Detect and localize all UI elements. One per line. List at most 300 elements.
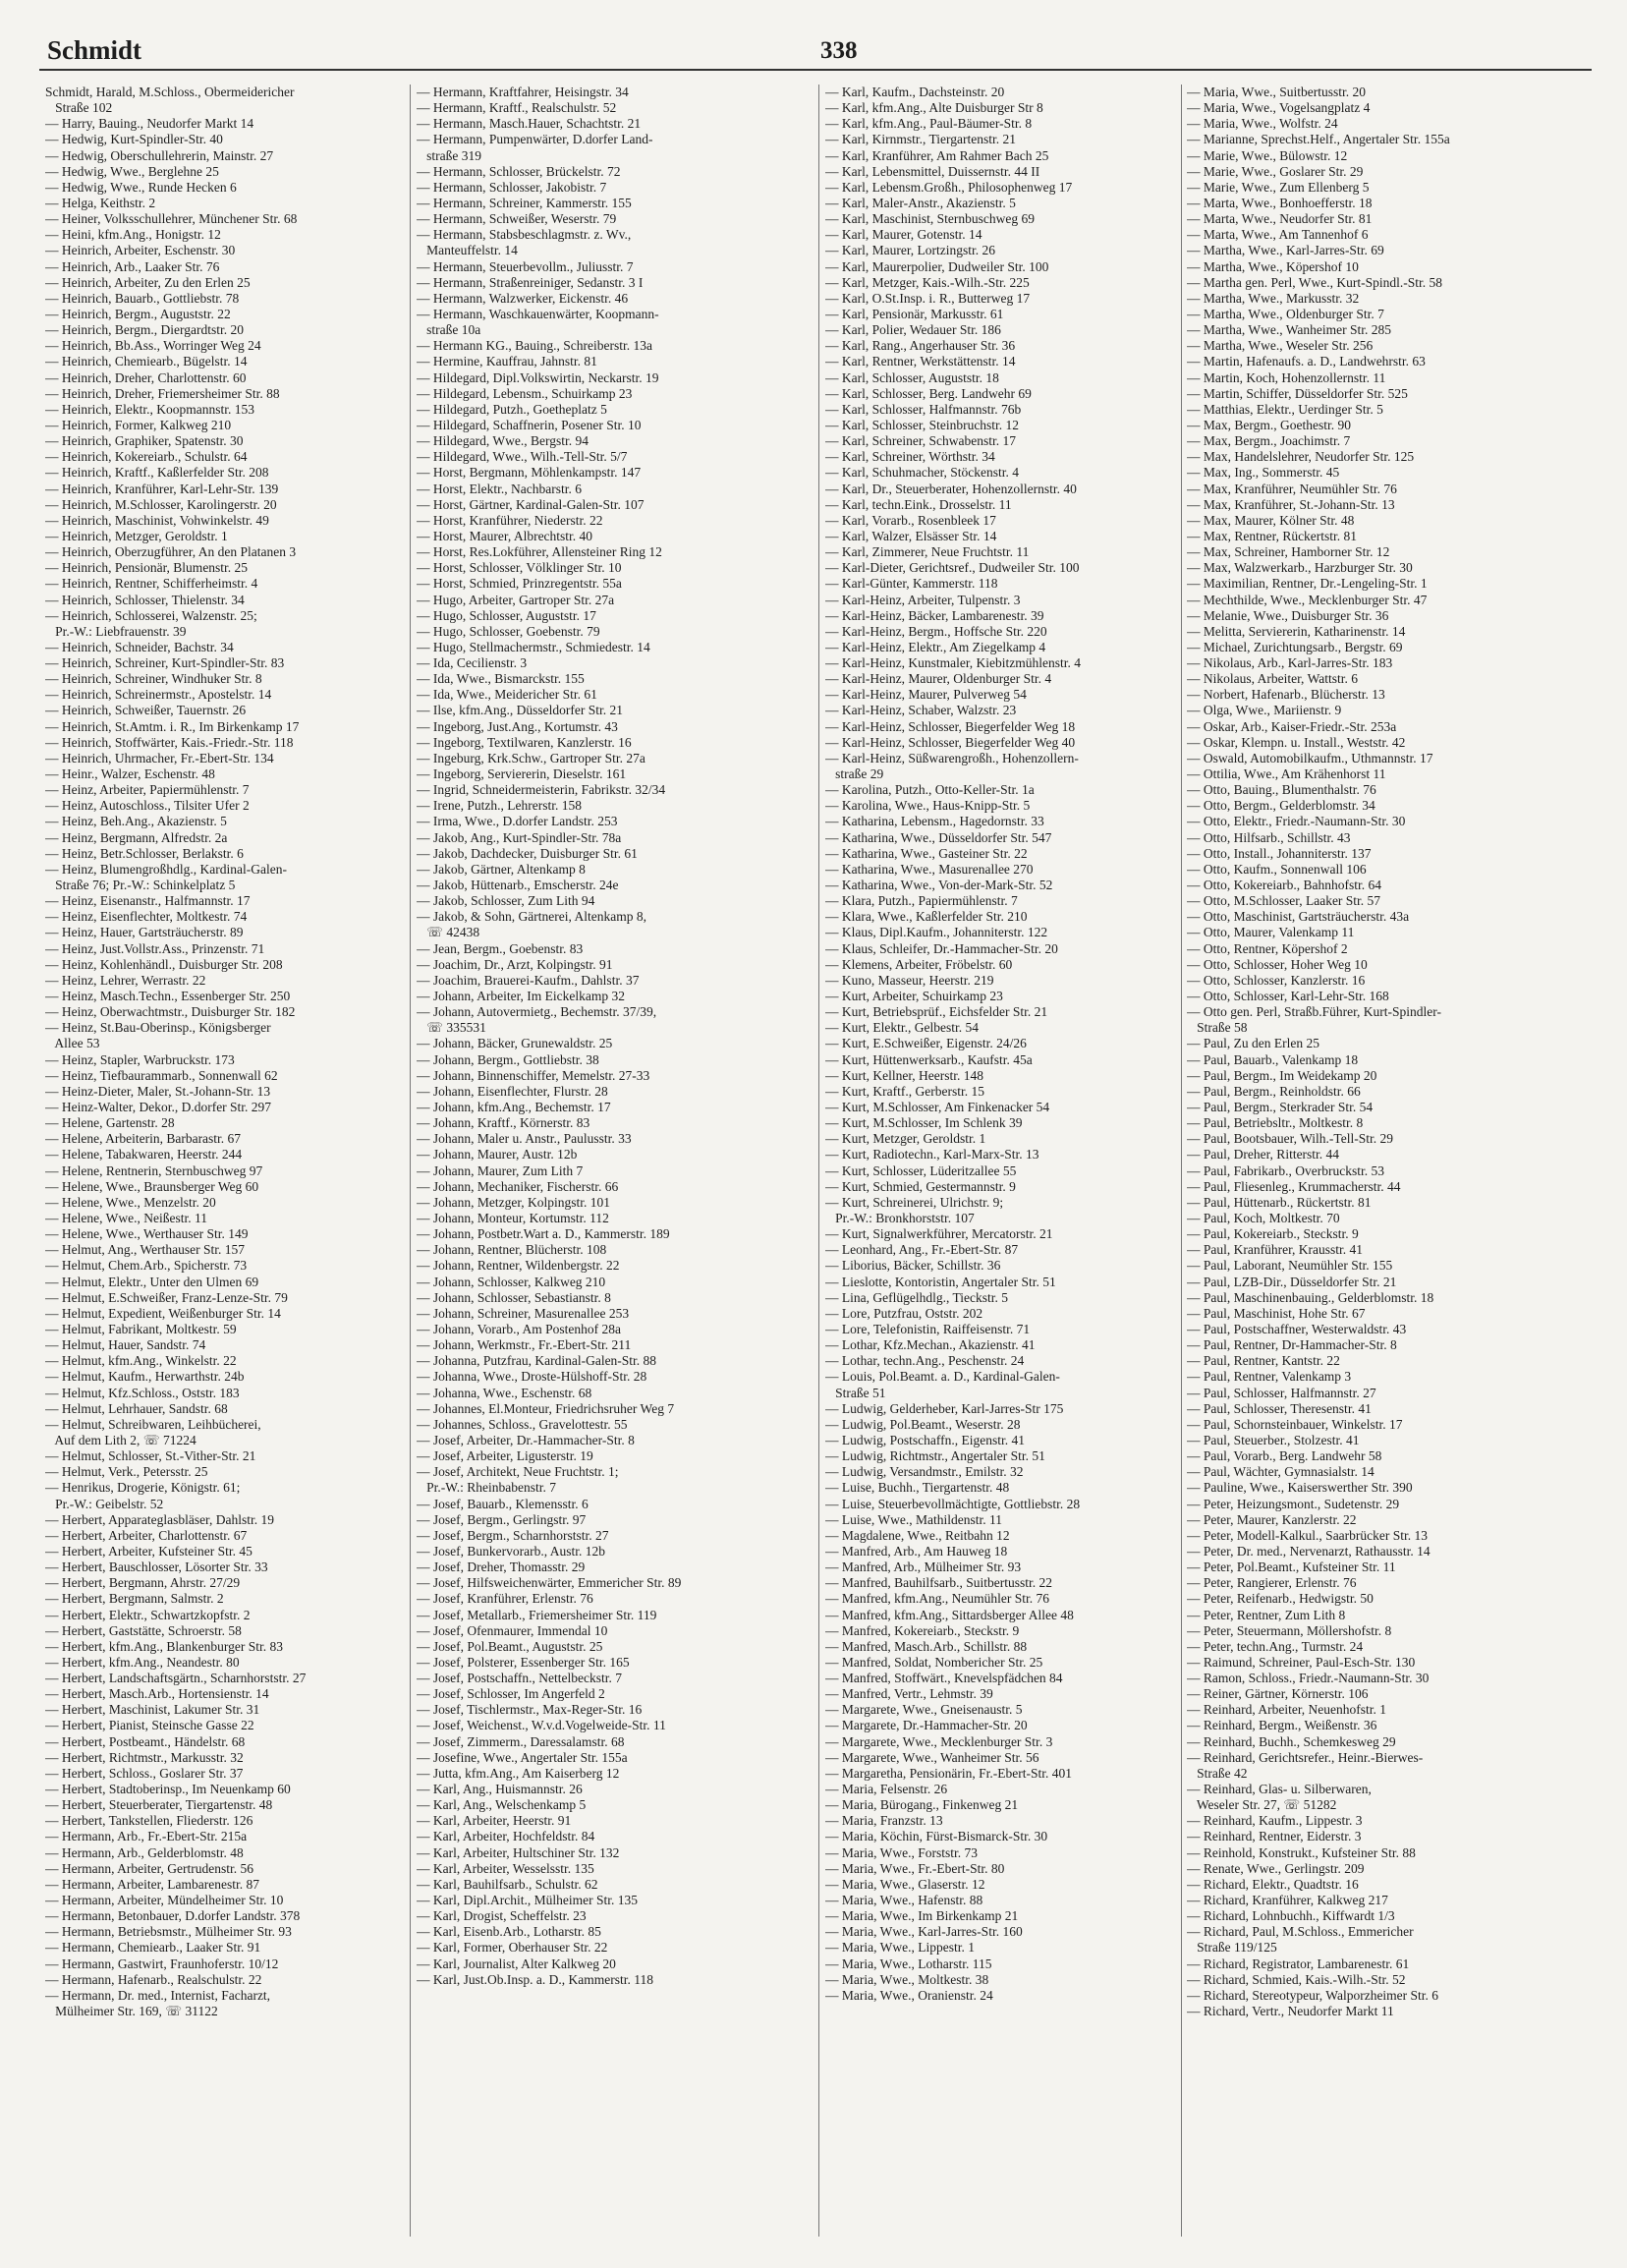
directory-entry-line: — Karl, Pensionär, Markusstr. 61 (825, 306, 1004, 321)
directory-entry-line: — Heinrich, Schreinermstr., Apostelstr. 14 (45, 687, 272, 703)
directory-entry-line: — Karolina, Wwe., Haus-Knipp-Str. 5 (825, 798, 1031, 814)
directory-entry-line: Auf dem Lith 2, ☏ 71224 (45, 1432, 196, 1447)
directory-entry-line: — Hildegard, Wwe., Bergstr. 94 (417, 433, 589, 449)
directory-entry-line: — Maria, Wwe., Glaserstr. 12 (825, 1876, 985, 1892)
directory-entry-line: — Martin, Hafenaufs. a. D., Landwehrstr. 63 (1187, 354, 1426, 369)
directory-entry-line: — Herbert, Arbeiter, Kufsteiner Str. 45 (45, 1543, 252, 1559)
directory-entry-line: — Horst, Gärtner, Kardinal-Galen-Str. 107 (417, 496, 645, 512)
directory-entry-line: — Max, Bergm., Goethestr. 90 (1187, 417, 1351, 432)
directory-entry-line: — Karl, Polier, Wedauer Str. 186 (825, 322, 1001, 338)
directory-entry-line: — Hermann, Schlosser, Brückelstr. 72 (417, 163, 621, 179)
directory-entry-line: — Heinz, Masch.Techn., Essenberger Str. 250 (45, 989, 291, 1004)
directory-entry-line: — Manfred, Arb., Mülheimer Str. 93 (825, 1559, 1022, 1575)
directory-entry-line: — Reinhard, Glas- u. Silberwaren, (1187, 1782, 1372, 1797)
directory-entry-line: — Karolina, Putzh., Otto-Keller-Str. 1a (825, 782, 1035, 798)
directory-entry-line: — Heinz, Arbeiter, Papiermühlenstr. 7 (45, 782, 250, 798)
directory-entry-line: — Heinz, Eisenanstr., Halfmannstr. 17 (45, 893, 251, 909)
directory-entry-line: — Richard, Schmied, Kais.-Wilh.-Str. 52 (1187, 1971, 1406, 1987)
directory-entry-line: — Ilse, kfm.Ang., Düsseldorfer Str. 21 (417, 703, 623, 718)
directory-entry-line: — Kurt, Hüttenwerksarb., Kaufstr. 45a (825, 1051, 1033, 1067)
directory-entry-line: — Karl, Ang., Welschenkamp 5 (417, 1797, 587, 1813)
directory-entry-line: — Katharina, Wwe., Düsseldorfer Str. 547 (825, 829, 1052, 845)
directory-entry-line: — Hermann, Schreiner, Kammerstr. 155 (417, 195, 632, 210)
directory-entry-line: — Marianne, Sprechst.Helf., Angertaler Str. 155a (1187, 132, 1450, 147)
directory-entry-line: — Karl, Just.Ob.Insp. a. D., Kammerstr. 118 (417, 1971, 653, 1987)
directory-entry-line: — Karl, kfm.Ang., Alte Duisburger Str 8 (825, 100, 1043, 116)
directory-entry-line: — Max, Kranführer, Neumühler Str. 76 (1187, 481, 1397, 496)
directory-entry-line: — Karl, Kirnmstr., Tiergartenstr. 21 (825, 132, 1016, 147)
directory-entry-line: — Margaretha, Pensionärin, Fr.-Ebert-Str. 401 (825, 1765, 1072, 1781)
directory-entry-line: — Karl, Ang., Huismannstr. 26 (417, 1782, 583, 1797)
directory-entry-line: — Manfred, kfm.Ang., Sittardsberger Allee 48 (825, 1607, 1074, 1622)
directory-entry-line: — Maria, Wwe., Wolfstr. 24 (1187, 116, 1338, 132)
directory-entry-line: — Katharina, Wwe., Gasteiner Str. 22 (825, 845, 1028, 861)
directory-entry-line: — Richard, Kranführer, Kalkweg 217 (1187, 1893, 1388, 1908)
directory-entry-line: — Heinrich, Bergm., Auguststr. 22 (45, 306, 231, 321)
directory-entry-line: — Martha, Wwe., Karl-Jarres-Str. 69 (1187, 243, 1384, 258)
directory-entry-line: — Max, Rentner, Rückertstr. 81 (1187, 528, 1358, 543)
directory-entry-line: — Helmut, Elektr., Unter den Ulmen 69 (45, 1274, 259, 1289)
directory-entry-line: — Karl, Bauhilfsarb., Schulstr. 62 (417, 1876, 598, 1892)
directory-entry-line: — Richard, Vertr., Neudorfer Markt 11 (1187, 2004, 1394, 2019)
directory-entry-line: — Helmut, Lehrhauer, Sandstr. 68 (45, 1400, 228, 1416)
directory-entry-line: — Joachim, Dr., Arzt, Kolpingstr. 91 (417, 956, 613, 972)
directory-entry-line: — Karl, Maurer, Lortzingstr. 26 (825, 243, 996, 258)
directory-entry-line: Weseler Str. 27, ☏ 51282 (1187, 1797, 1337, 1813)
directory-entry-line: — Mechthilde, Wwe., Mecklenburger Str. 47 (1187, 592, 1428, 607)
directory-entry-line: — Karl, Dr., Steuerberater, Hohenzollernstr. 40 (825, 481, 1077, 496)
directory-entry-line: — Helene, Rentnerin, Sternbuschweg 97 (45, 1162, 263, 1178)
directory-entry-line: — Paul, Postschaffner, Westerwaldstr. 43 (1187, 1321, 1407, 1336)
directory-entry-line: — Hugo, Schlosser, Goebenstr. 79 (417, 623, 600, 639)
page-number: 338 (820, 37, 858, 64)
directory-entry-line: — Helene, Wwe., Neißestr. 11 (45, 1210, 207, 1225)
directory-entry-line: — Johann, Schlosser, Sebastianstr. 8 (417, 1289, 611, 1305)
directory-entry-line: — Max, Bergm., Joachimstr. 7 (1187, 433, 1351, 449)
directory-entry-line: — Karl, Vorarb., Rosenbleek 17 (825, 512, 996, 528)
directory-entry-line: — Herbert, Landschaftsgärtn., Scharnhorststr. 27 (45, 1671, 307, 1686)
directory-entry-line: — Margarete, Wwe., Gneisenaustr. 5 (825, 1702, 1023, 1718)
directory-entry-line: — Horst, Bergmann, Möhlenkampstr. 147 (417, 465, 642, 481)
entry-column-1 (45, 85, 417, 2019)
directory-entry-line: — Josef, Arbeiter, Ligusterstr. 19 (417, 1448, 593, 1464)
directory-entry-line: — Herbert, Masch.Arb., Hortensienstr. 14 (45, 1686, 269, 1702)
directory-entry-line: — Jakob, Schlosser, Zum Lith 94 (417, 893, 595, 909)
entry-column-4 (1187, 85, 1590, 2019)
directory-entry-line: — Karl, Lebensmittel, Duissernstr. 44 II (825, 163, 1040, 179)
directory-entry-line: — Oskar, Klempn. u. Install., Weststr. 42 (1187, 734, 1406, 750)
directory-entry-line: — Lothar, Kfz.Mechan., Akazienstr. 41 (825, 1337, 1036, 1353)
directory-entry-line: — Marie, Wwe., Bülowstr. 12 (1187, 147, 1348, 163)
directory-entry-line: — Oskar, Arb., Kaiser-Friedr.-Str. 253a (1187, 718, 1397, 734)
directory-entry-line: — Otto gen. Perl, Straßb.Führer, Kurt-Spindler- (1187, 1004, 1442, 1020)
directory-entry-line: Allee 53 (45, 1036, 100, 1051)
directory-entry-line: — Richard, Elektr., Quadtstr. 16 (1187, 1876, 1359, 1892)
directory-entry-line: — Karl, Arbeiter, Heerstr. 91 (417, 1813, 572, 1829)
directory-entry-line: — Irene, Putzh., Lehrerstr. 158 (417, 798, 582, 814)
directory-entry-line: — Hugo, Stellmachermstr., Schmiedestr. 14 (417, 639, 650, 654)
directory-entry-line: — Karl-Günter, Kammerstr. 118 (825, 576, 998, 592)
directory-entry-line: — Margarete, Dr.-Hammacher-Str. 20 (825, 1718, 1028, 1733)
directory-entry-line: — Heinrich, Dreher, Friemersheimer Str. 88 (45, 385, 280, 401)
directory-entry-line: — Hermann, Arb., Fr.-Ebert-Str. 215a (45, 1829, 248, 1844)
directory-entry-line: — Paul, Kranführer, Krausstr. 41 (1187, 1242, 1364, 1258)
directory-entry-line: — Heinrich, Stoffwärter, Kais.-Friedr.-Str. 118 (45, 734, 294, 750)
directory-entry-line: — Helene, Arbeiterin, Barbarastr. 67 (45, 1131, 242, 1147)
directory-entry-line: straße 319 (417, 147, 481, 163)
directory-entry-line: — Lina, Geflügelhdlg., Tieckstr. 5 (825, 1289, 1008, 1305)
directory-entry-line: — Hildegard, Dipl.Volkswirtin, Neckarstr. 19 (417, 369, 659, 385)
directory-entry-line: — Jakob, Ang., Kurt-Spindler-Str. 78a (417, 829, 622, 845)
directory-entry-line: — Karl, Rang., Angerhauser Str. 36 (825, 338, 1016, 354)
directory-entry-line: — Hermann, Straßenreiniger, Sedanstr. 3 I (417, 274, 644, 290)
directory-entry-line: — Johann, Kraftf., Körnerstr. 83 (417, 1115, 590, 1131)
page-header (39, 33, 1592, 71)
directory-entry-line: — Karl-Heinz, Maurer, Pulverweg 54 (825, 687, 1027, 703)
directory-entry-line: — Manfred, Kokereiarb., Steckstr. 9 (825, 1622, 1020, 1638)
directory-entry-line: — Ida, Cecilienstr. 3 (417, 655, 528, 671)
directory-entry-line: — Karl, Journalist, Alter Kalkweg 20 (417, 1956, 616, 1971)
directory-entry-line: — Paul, LZB-Dir., Düsseldorfer Str. 21 (1187, 1274, 1397, 1289)
directory-entry-line: — Helmut, Kaufm., Herwarthstr. 24b (45, 1369, 245, 1385)
directory-entry-line: — Helene, Wwe., Braunsberger Weg 60 (45, 1178, 259, 1194)
directory-entry-line: — Helmut, Ang., Werthauser Str. 157 (45, 1242, 246, 1258)
directory-entry-line: — Peter, Maurer, Kanzlerstr. 22 (1187, 1511, 1357, 1527)
directory-entry-line: — Peter, Rentner, Zum Lith 8 (1187, 1607, 1346, 1622)
directory-entry-line: — Martha, Wwe., Markusstr. 32 (1187, 290, 1360, 306)
directory-entry-line: — Heinr., Walzer, Eschenstr. 48 (45, 766, 215, 782)
directory-entry-line: — Paul, Bergm., Im Weidekamp 20 (1187, 1067, 1377, 1083)
directory-entry-line: — Raimund, Schreiner, Paul-Esch-Str. 130 (1187, 1654, 1416, 1670)
directory-entry-line: — Henrikus, Drogerie, Königstr. 61; (45, 1480, 241, 1496)
directory-entry-line: — Josef, Architekt, Neue Fruchtstr. 1; (417, 1464, 619, 1480)
directory-entry-line: — Hermann, Dr. med., Internist, Facharzt, (45, 1987, 271, 2003)
entry-column-3 (825, 85, 1197, 2004)
directory-entry-line: — Johanna, Wwe., Droste-Hülshoff-Str. 28 (417, 1369, 647, 1385)
directory-entry-line: — Josef, Polsterer, Essenberger Str. 165 (417, 1654, 630, 1670)
directory-entry-line: straße 29 (825, 766, 884, 782)
directory-entry-line: — Heinrich, Schweißer, Tauernstr. 26 (45, 703, 247, 718)
directory-entry-line: — Josef, Arbeiter, Dr.-Hammacher-Str. 8 (417, 1432, 635, 1447)
directory-entry-line: — Kurt, Elektr., Gelbestr. 54 (825, 1020, 979, 1036)
directory-entry-line: — Josef, Zimmerm., Daressalamstr. 68 (417, 1733, 625, 1749)
directory-entry-line: — Maria, Wwe., Forststr. 73 (825, 1844, 978, 1860)
directory-entry-line: — Hermann, Walzwerker, Eickenstr. 46 (417, 290, 629, 306)
directory-entry-line: — Karl-Heinz, Elektr., Am Ziegelkamp 4 (825, 639, 1046, 654)
directory-entry-line: — Johanna, Putzfrau, Kardinal-Galen-Str. 88 (417, 1353, 657, 1369)
directory-entry-line: — Heinz-Dieter, Maler, St.-Johann-Str. 13 (45, 1083, 271, 1099)
directory-entry-line: — Luise, Wwe., Mathildenstr. 11 (825, 1511, 1002, 1527)
directory-entry-line: — Josef, Bergm., Gerlingstr. 97 (417, 1511, 587, 1527)
directory-entry-line: — Heinrich, Kokereiarb., Schulstr. 64 (45, 449, 248, 465)
directory-entry-line: — Johann, Metzger, Kolpingstr. 101 (417, 1194, 611, 1210)
directory-entry-line: — Hugo, Schlosser, Auguststr. 17 (417, 607, 596, 623)
directory-entry-line: — Hedwig, Oberschullehrerin, Mainstr. 27 (45, 147, 274, 163)
directory-entry-line: — Hedwig, Kurt-Spindler-Str. 40 (45, 132, 223, 147)
directory-entry-line: — Paul, Zu den Erlen 25 (1187, 1036, 1319, 1051)
directory-entry-line: — Kurt, Schreinerei, Ulrichstr. 9; (825, 1194, 1004, 1210)
directory-entry-line: — Horst, Schlosser, Völklinger Str. 10 (417, 560, 622, 576)
directory-entry-line: — Heinrich, Schneider, Bachstr. 34 (45, 639, 234, 654)
directory-entry-line: — Karl, Kaufm., Dachsteinstr. 20 (825, 85, 1005, 99)
directory-entry-line: — Otto, Elektr., Friedr.-Naumann-Str. 30 (1187, 814, 1406, 829)
directory-entry-line: — Heinrich, Dreher, Charlottenstr. 60 (45, 369, 247, 385)
directory-entry-line: — Lore, Telefonistin, Raiffeisenstr. 71 (825, 1321, 1031, 1336)
directory-entry-line: — Heinrich, Schreiner, Windhuker Str. 8 (45, 671, 262, 687)
directory-entry-line: — Karl, Schlosser, Steinbruchstr. 12 (825, 417, 1020, 432)
directory-entry-line: — Paul, Koch, Moltkestr. 70 (1187, 1210, 1340, 1225)
directory-entry-line: — Karl-Heinz, Bergm., Hoffsche Str. 220 (825, 623, 1047, 639)
directory-entry-line: — Paul, Kokereiarb., Steckstr. 9 (1187, 1226, 1359, 1242)
directory-entry-line: — Heinz, Blumengroßhdlg., Kardinal-Galen- (45, 861, 287, 877)
directory-entry-line: — Heinrich, Bauarb., Gottliebstr. 78 (45, 290, 240, 306)
directory-entry-line: — Klaus, Schleifer, Dr.-Hammacher-Str. 20 (825, 940, 1058, 956)
directory-entry-line: — Reinhard, Buchh., Schemkesweg 29 (1187, 1733, 1396, 1749)
directory-entry-line: — Liborius, Bäcker, Schillstr. 36 (825, 1258, 1001, 1274)
directory-entry-line: — Heinrich, Bb.Ass., Worringer Weg 24 (45, 338, 261, 354)
directory-entry-line: — Manfred, Soldat, Nombericher Str. 25 (825, 1654, 1043, 1670)
directory-entry-line: — Johannes, El.Monteur, Friedrichsruher Weg 7 (417, 1400, 675, 1416)
directory-entry-line: — Karl, Schlosser, Auguststr. 18 (825, 369, 999, 385)
directory-entry-line: — Kurt, Kraftf., Gerberstr. 15 (825, 1083, 984, 1099)
directory-entry-line: — Peter, Heizungsmont., Sudetenstr. 29 (1187, 1496, 1400, 1511)
directory-entry-line: — Hildegard, Schaffnerin, Posener Str. 10 (417, 417, 642, 432)
directory-entry-line: — Kurt, Schmied, Gestermannstr. 9 (825, 1178, 1016, 1194)
directory-entry-line: — Heinz, Eisenflechter, Moltkestr. 74 (45, 909, 248, 925)
directory-entry-line: — Heinrich, Kranführer, Karl-Lehr-Str. 139 (45, 481, 279, 496)
directory-entry-line: — Otto, Install., Johanniterstr. 137 (1187, 845, 1372, 861)
directory-entry-line: — Richard, Paul, M.Schloss., Emmericher (1187, 1924, 1414, 1940)
directory-entry-line: — Herbert, kfm.Ang., Blankenburger Str. 83 (45, 1638, 283, 1654)
directory-entry-line: — Heinz, Just.Vollstr.Ass., Prinzenstr. 71 (45, 940, 265, 956)
directory-entry-line: — Karl, techn.Eink., Drosselstr. 11 (825, 496, 1012, 512)
directory-entry-line: — Heinrich, Rentner, Schifferheimstr. 4 (45, 576, 258, 592)
directory-entry-line: — Nikolaus, Arbeiter, Wattstr. 6 (1187, 671, 1358, 687)
directory-entry-line: — Johannes, Schloss., Gravelottestr. 55 (417, 1416, 628, 1432)
directory-entry-line: — Martha gen. Perl, Wwe., Kurt-Spindl.-Str. 58 (1187, 274, 1442, 290)
directory-entry-line: ☏ 42438 (417, 925, 480, 940)
directory-entry-line: — Ottilia, Wwe., Am Krähenhorst 11 (1187, 766, 1386, 782)
directory-entry-line: — Maria, Wwe., Im Birkenkamp 21 (825, 1908, 1019, 1924)
directory-entry-line: — Karl-Heinz, Maurer, Oldenburger Str. 4 (825, 671, 1052, 687)
directory-entry-line: — Karl, Metzger, Kais.-Wilh.-Str. 225 (825, 274, 1030, 290)
directory-entry-line: — Jean, Bergm., Goebenstr. 83 (417, 940, 584, 956)
directory-entry-line: — Heiner, Volksschullehrer, Münchener Str. 68 (45, 211, 298, 227)
directory-entry-line: — Maria, Wwe., Lippestr. 1 (825, 1940, 975, 1956)
directory-entry-line: — Heinz, Lehrer, Werrastr. 22 (45, 972, 206, 988)
directory-entry-line: — Otto, Rentner, Köpershof 2 (1187, 940, 1348, 956)
directory-entry-line: — Paul, Dreher, Ritterstr. 44 (1187, 1147, 1340, 1162)
directory-entry-line: — Johann, Maurer, Zum Lith 7 (417, 1162, 584, 1178)
directory-entry-line: — Hedwig, Wwe., Runde Hecken 6 (45, 179, 237, 195)
directory-entry-line: — Heinz, St.Bau-Oberinsp., Königsberger (45, 1020, 271, 1036)
directory-entry-line: — Kurt, E.Schweißer, Eigenstr. 24/26 (825, 1036, 1027, 1051)
directory-entry-line: — Hermann, Steuerbevollm., Juliusstr. 7 (417, 258, 634, 274)
directory-entry-line: — Martin, Koch, Hohenzollernstr. 11 (1187, 369, 1386, 385)
directory-entry-line: — Reinhard, Kaufm., Lippestr. 3 (1187, 1813, 1363, 1829)
directory-entry-line: — Karl, Lebensm.Großh., Philosophenweg 17 (825, 179, 1073, 195)
directory-entry-line: — Katharina, Lebensm., Hagedornstr. 33 (825, 814, 1044, 829)
directory-entry-line: — Heinrich, Bergm., Diergardtstr. 20 (45, 322, 244, 338)
directory-entry-line: — Hermann, Masch.Hauer, Schachtstr. 21 (417, 116, 642, 132)
directory-entry-line: — Kurt, M.Schlosser, Am Finkenacker 54 (825, 1100, 1050, 1114)
directory-entry-line: — Marta, Wwe., Am Tannenhof 6 (1187, 227, 1369, 243)
directory-entry-line: — Helene, Wwe., Werthauser Str. 149 (45, 1226, 249, 1242)
directory-entry-line: — Otto, Bauing., Blumenthalstr. 76 (1187, 782, 1376, 798)
directory-entry-line: — Johann, Monteur, Kortumstr. 112 (417, 1210, 609, 1225)
directory-entry-line: — Jakob, Hüttenarb., Emscherstr. 24e (417, 878, 619, 893)
directory-entry-line: — Otto, Maurer, Valenkamp 11 (1187, 925, 1355, 940)
directory-entry-line: — Kurt, Arbeiter, Schuirkamp 23 (825, 989, 1003, 1004)
directory-entry-line: — Johann, Rentner, Blücherstr. 108 (417, 1242, 607, 1258)
directory-entry-line: Pr.-W.: Rheinbabenstr. 7 (417, 1480, 556, 1496)
directory-entry-line: — Heinz, Tiefbaurammarb., Sonnenwall 62 (45, 1067, 278, 1083)
directory-entry-line: — Heinz, Stapler, Warbruckstr. 173 (45, 1051, 235, 1067)
directory-entry-line: — Helga, Keithstr. 2 (45, 195, 156, 210)
directory-entry-line: — Herbert, Richtmstr., Markusstr. 32 (45, 1749, 244, 1765)
directory-entry-line: — Magdalene, Wwe., Reitbahn 12 (825, 1527, 1010, 1543)
directory-entry-line: — Kurt, Schlosser, Lüderitzallee 55 (825, 1162, 1017, 1178)
directory-entry-line: — Paul, Fliesenleg., Krummacherstr. 44 (1187, 1178, 1401, 1194)
directory-entry-line: — Otto, Schlosser, Karl-Lehr-Str. 168 (1187, 989, 1389, 1004)
directory-entry-line: — Josef, Dreher, Thomasstr. 29 (417, 1559, 586, 1575)
directory-entry-line: — Kurt, Betriebsprüf., Eichsfelder Str. 21 (825, 1004, 1048, 1020)
directory-entry-line: — Peter, Rangierer, Erlenstr. 76 (1187, 1575, 1357, 1591)
directory-entry-line: — Karl, Maschinist, Sternbuschweg 69 (825, 211, 1035, 227)
directory-entry-line: — Helene, Tabakwaren, Heerstr. 244 (45, 1147, 243, 1162)
entry-column-2 (417, 85, 788, 1988)
directory-entry-line: — Karl, Schuhmacher, Stöckenstr. 4 (825, 465, 1020, 481)
directory-entry-line: — Klaus, Dipl.Kaufm., Johanniterstr. 122 (825, 925, 1048, 940)
directory-entry-line: — Karl-Heinz, Schaber, Walzstr. 23 (825, 703, 1017, 718)
directory-entry-line: — Paul, Rentner, Dr-Hammacher-Str. 8 (1187, 1337, 1397, 1353)
directory-entry-line: — Luise, Steuerbevollmächtigte, Gottliebstr. 28 (825, 1496, 1081, 1511)
column-divider (818, 85, 819, 2237)
directory-entry-line: — Paul, Steuerber., Stolzestr. 41 (1187, 1432, 1360, 1447)
directory-entry-line: — Herbert, Stadtoberinsp., Im Neuenkamp 60 (45, 1782, 291, 1797)
directory-entry-line: — Horst, Elektr., Nachbarstr. 6 (417, 481, 582, 496)
directory-entry-line: — Otto, Schlosser, Kanzlerstr. 16 (1187, 972, 1366, 988)
directory-entry-line: — Karl-Heinz, Bäcker, Lambarenestr. 39 (825, 607, 1044, 623)
directory-entry-line: — Marta, Wwe., Bonhoefferstr. 18 (1187, 195, 1373, 210)
directory-entry-line: — Karl-Heinz, Kunstmaler, Kiebitzmühlenstr. 4 (825, 655, 1082, 671)
directory-entry-line: — Paul, Bootsbauer, Wilh.-Tell-Str. 29 (1187, 1131, 1393, 1147)
directory-entry-line: — Max, Walzwerkarb., Harzburger Str. 30 (1187, 560, 1413, 576)
directory-entry-line: — Lore, Putzfrau, Oststr. 202 (825, 1305, 983, 1321)
directory-entry-line: — Karl, Schreiner, Schwabenstr. 17 (825, 433, 1017, 449)
directory-entry-line: — Reinhard, Rentner, Eiderstr. 3 (1187, 1829, 1362, 1844)
directory-entry-line: — Karl, Schlosser, Halfmannstr. 76b (825, 401, 1022, 417)
directory-entry-line: Straße 76; Pr.-W.: Schinkelplatz 5 (45, 878, 236, 893)
directory-entry-line: — Heinrich, St.Amtm. i. R., Im Birkenkamp 17 (45, 718, 300, 734)
directory-entry-line: — Ludwig, Richtmstr., Angertaler Str. 51 (825, 1448, 1045, 1464)
directory-entry-line: — Manfred, kfm.Ang., Neumühler Str. 76 (825, 1591, 1049, 1607)
directory-entry-line: — Heinrich, M.Schlosser, Karolingerstr. 20 (45, 496, 277, 512)
directory-entry-line: — Otto, Hilfsarb., Schillstr. 43 (1187, 829, 1351, 845)
directory-entry-line: — Herbert, Schloss., Goslarer Str. 37 (45, 1765, 244, 1781)
directory-entry-line: — Johann, Vorarb., Am Postenhof 28a (417, 1321, 621, 1336)
directory-entry-line: — Karl-Heinz, Arbeiter, Tulpenstr. 3 (825, 592, 1021, 607)
directory-entry-line: — Maria, Wwe., Oranienstr. 24 (825, 1987, 993, 2003)
directory-entry-line: — Herbert, kfm.Ang., Neandestr. 80 (45, 1654, 240, 1670)
directory-entry-line: — Marie, Wwe., Zum Ellenberg 5 (1187, 179, 1370, 195)
directory-entry-line: — Heinz, Bergmann, Alfredstr. 2a (45, 829, 228, 845)
directory-entry-line: — Max, Ing., Sommerstr. 45 (1187, 465, 1340, 481)
directory-entry-line: — Johann, Mechaniker, Fischerstr. 66 (417, 1178, 619, 1194)
directory-entry-line: — Heinz, Kohlenhändl., Duisburger Str. 208 (45, 956, 283, 972)
directory-entry-line: — Horst, Res.Lokführer, Allensteiner Ring 12 (417, 544, 662, 560)
directory-entry-line: — Ingeborg, Textilwaren, Kanzlerstr. 16 (417, 734, 632, 750)
directory-entry-line: — Kurt, Radiotechn., Karl-Marx-Str. 13 (825, 1147, 1039, 1162)
directory-entry-line: — Herbert, Maschinist, Lakumer Str. 31 (45, 1702, 260, 1718)
directory-entry-line: — Norbert, Hafenarb., Blücherstr. 13 (1187, 687, 1385, 703)
directory-entry-line: — Paul, Maschinist, Hohe Str. 67 (1187, 1305, 1366, 1321)
directory-entry-line: — Ida, Wwe., Bismarckstr. 155 (417, 671, 585, 687)
directory-entry-line: — Josef, Schlosser, Im Angerfeld 2 (417, 1686, 605, 1702)
directory-entry-line: — Paul, Fabrikarb., Overbruckstr. 53 (1187, 1162, 1384, 1178)
directory-entry-line: — Johann, kfm.Ang., Bechemstr. 17 (417, 1100, 611, 1114)
directory-entry-line: — Karl, Walzer, Elsässer Str. 14 (825, 528, 997, 543)
directory-entry-line: — Ramon, Schloss., Friedr.-Naumann-Str. 30 (1187, 1671, 1430, 1686)
directory-entry-line: — Max, Kranführer, St.-Johann-Str. 13 (1187, 496, 1395, 512)
directory-entry-line: — Joachim, Brauerei-Kaufm., Dahlstr. 37 (417, 972, 640, 988)
directory-entry-line: — Klara, Wwe., Kaßlerfelder Str. 210 (825, 909, 1028, 925)
directory-entry-line: — Maximilian, Rentner, Dr.-Lengeling-Str. 1 (1187, 576, 1428, 592)
directory-entry-line: — Maria, Bürogang., Finkenweg 21 (825, 1797, 1019, 1813)
directory-entry-line: — Maria, Wwe., Fr.-Ebert-Str. 80 (825, 1860, 1005, 1876)
directory-entry-line: — Paul, Schlosser, Theresenstr. 41 (1187, 1400, 1372, 1416)
directory-entry-line: — Louis, Pol.Beamt. a. D., Kardinal-Galen- (825, 1369, 1060, 1385)
directory-entry-line: — Josef, Tischlermstr., Max-Reger-Str. 16 (417, 1702, 643, 1718)
directory-entry-line: — Hermann, Arbeiter, Mündelheimer Str. 10 (45, 1893, 284, 1908)
directory-entry-line: — Peter, Steuermann, Möllershofstr. 8 (1187, 1622, 1392, 1638)
directory-entry-line: — Max, Maurer, Kölner Str. 48 (1187, 512, 1355, 528)
directory-entry-line: — Richard, Registrator, Lambarenestr. 61 (1187, 1956, 1410, 1971)
directory-entry-line: — Martha, Wwe., Oldenburger Str. 7 (1187, 306, 1384, 321)
directory-entry-line: — Heinz, Betr.Schlosser, Berlakstr. 6 (45, 845, 244, 861)
directory-entry-line: — Josef, Bergm., Scharnhorststr. 27 (417, 1527, 609, 1543)
directory-entry-line: — Karl, Maurerpolier, Dudweiler Str. 100 (825, 258, 1049, 274)
directory-entry-line: — Paul, Vorarb., Berg. Landwehr 58 (1187, 1448, 1382, 1464)
directory-entry-line: — Nikolaus, Arb., Karl-Jarres-Str. 183 (1187, 655, 1393, 671)
directory-entry-line: — Heinrich, Graphiker, Spatenstr. 30 (45, 433, 244, 449)
directory-entry-line: — Otto, Kokereiarb., Bahnhofstr. 64 (1187, 878, 1381, 893)
directory-entry-line: — Paul, Schlosser, Halfmannstr. 27 (1187, 1385, 1376, 1400)
directory-entry-line: — Helmut, Kfz.Schloss., Oststr. 183 (45, 1385, 240, 1400)
directory-entry-line: — Heinrich, Schreiner, Kurt-Spindler-Str. 83 (45, 655, 285, 671)
directory-entry-line: — Johann, Maurer, Austr. 12b (417, 1147, 578, 1162)
directory-entry-line: — Helmut, Chem.Arb., Spicherstr. 73 (45, 1258, 248, 1274)
directory-entry-line: — Hedwig, Wwe., Berglehne 25 (45, 163, 219, 179)
directory-entry-line: — Johann, Werkmstr., Fr.-Ebert-Str. 211 (417, 1337, 632, 1353)
directory-entry-line: Straße 51 (825, 1385, 886, 1400)
directory-entry-line: — Kuno, Masseur, Heerstr. 219 (825, 972, 994, 988)
directory-entry-line: — Maria, Köchin, Fürst-Bismarck-Str. 30 (825, 1829, 1048, 1844)
directory-entry-line: — Hermann, Kraftf., Realschulstr. 52 (417, 100, 617, 116)
directory-entry-line: — Otto, Bergm., Gelderblomstr. 34 (1187, 798, 1375, 814)
directory-entry-line: — Helene, Gartenstr. 28 (45, 1115, 175, 1131)
directory-entry-line: — Johann, Postbetr.Wart a. D., Kammerstr. 189 (417, 1226, 670, 1242)
directory-entry-line: — Helmut, Hauer, Sandstr. 74 (45, 1337, 206, 1353)
directory-entry-line: — Josef, Hilfsweichenwärter, Emmericher Str. 89 (417, 1575, 682, 1591)
directory-entry-line: — Hermann, Chemiearb., Laaker Str. 91 (45, 1940, 261, 1956)
directory-entry-line: — Helmut, kfm.Ang., Winkelstr. 22 (45, 1353, 237, 1369)
directory-entry-line: — Hildegard, Putzh., Goetheplatz 5 (417, 401, 607, 417)
directory-entry-line: — Helmut, E.Schweißer, Franz-Lenze-Str. 79 (45, 1289, 288, 1305)
directory-entry-line: — Hermine, Kauffrau, Jahnstr. 81 (417, 354, 597, 369)
directory-entry-line: — Melanie, Wwe., Duisburger Str. 36 (1187, 607, 1389, 623)
directory-entry-line: — Hermann, Waschkauenwärter, Koopmann- (417, 306, 659, 321)
